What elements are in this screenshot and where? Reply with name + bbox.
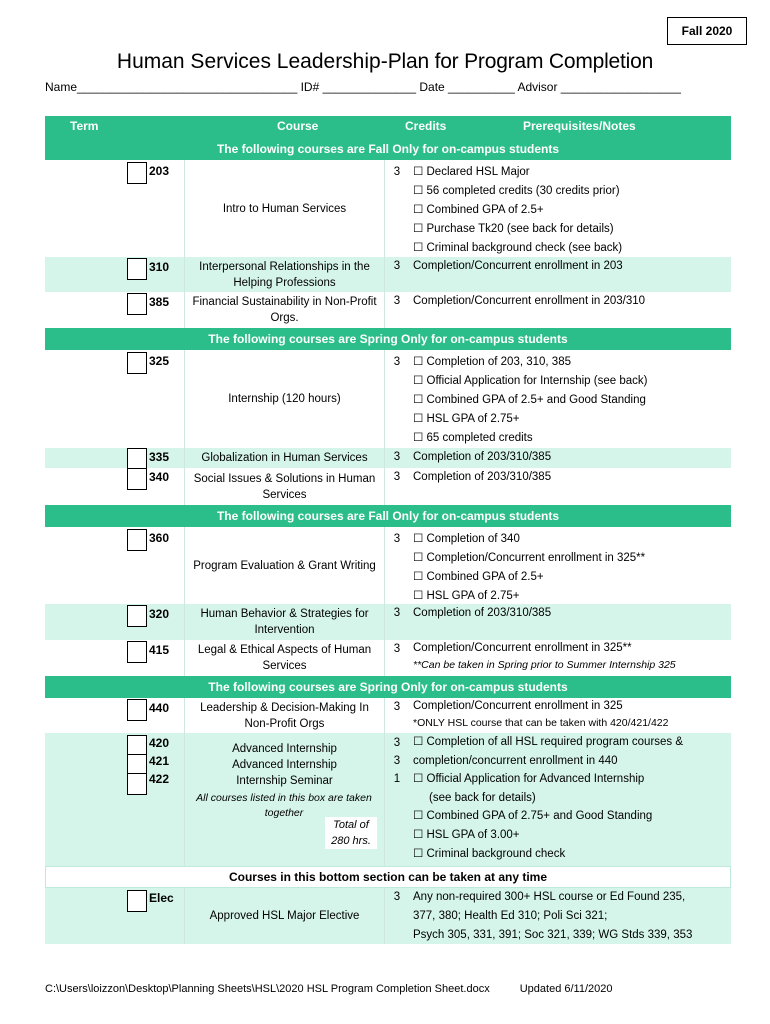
prereq-line: Any non-required 300+ HSL course or Ed Found 235, <box>413 891 686 903</box>
term-badge: Fall 2020 <box>667 17 747 45</box>
checkbox-335[interactable] <box>127 448 147 470</box>
course-note: All courses listed in this box are taken together <box>196 792 372 819</box>
checkbox-320[interactable] <box>127 605 147 627</box>
prereq-line: Psych 305, 331, 391; Soc 321, 339; WG Stds 339, 353 <box>413 929 693 941</box>
course-name: Financial Sustainability in Non-Profit Orgs. <box>185 292 385 328</box>
footer <box>45 983 612 995</box>
course-prereq <box>409 888 731 944</box>
checkbox-310[interactable] <box>127 258 147 280</box>
prereq-text: Completion/Concurrent enrollment in 325** <box>413 642 632 654</box>
course-name-line: Internship Seminar <box>236 775 333 787</box>
prereq-item[interactable]: ☐ Official Application for Internship (see back) <box>413 375 648 387</box>
course-name: Intro to Human Services <box>185 160 385 257</box>
course-prereq: Completion/Concurrent enrollment in 203 <box>413 260 623 272</box>
prereq-note: **Can be taken in Spring prior to Summer Internship 325 <box>413 659 676 671</box>
header-credits: Credits <box>405 119 447 133</box>
prereq-item[interactable]: ☐ Purchase Tk20 (see back for details) <box>413 223 614 235</box>
course-num: 421 <box>149 754 170 768</box>
prereq-item[interactable]: ☐ Criminal background check <box>413 847 566 860</box>
course-row-325 <box>45 350 731 448</box>
course-row-340 <box>45 468 731 505</box>
section-spring-1: The following courses are Spring Only for on-campus students <box>45 328 731 350</box>
prereq-item[interactable]: ☐ Combined GPA of 2.5+ <box>413 204 544 216</box>
prereq-item[interactable]: ☐ Completion of 203, 310, 385 <box>413 356 571 368</box>
course-num: 360 <box>149 531 170 545</box>
prereq-item[interactable]: ☐ Completion/Concurrent enrollment in 325** <box>413 552 646 564</box>
course-num: Elec <box>149 891 174 905</box>
course-credits: 3 <box>393 451 401 463</box>
total-hours-box: Total of 280 hrs. <box>325 817 377 849</box>
course-name: Internship (120 hours) <box>185 350 385 448</box>
course-num: 310 <box>149 260 170 274</box>
course-row-385 <box>45 292 731 328</box>
course-credits: 3 <box>393 533 401 545</box>
prereq-item[interactable]: ☐ Criminal background check (see back) <box>413 242 623 254</box>
course-row-elective <box>45 888 731 944</box>
title-main: Plan for Program Completion <box>387 50 654 73</box>
course-prereq <box>409 640 731 676</box>
prereq-item[interactable]: ☐ Completion of 340 <box>413 533 520 545</box>
course-prereq: Completion of 203/310/385 <box>413 451 552 463</box>
course-name <box>185 733 385 866</box>
header-course: Course <box>277 119 319 133</box>
section-anytime: Courses in this bottom section can be taken at any time <box>45 866 731 888</box>
header-prereq: Prerequisites/Notes <box>523 119 636 133</box>
course-prereq <box>409 733 731 866</box>
checkbox-385[interactable] <box>127 293 147 315</box>
course-credits <box>385 733 409 866</box>
course-name: Approved HSL Major Elective <box>185 888 385 944</box>
prereq-item[interactable]: ☐ HSL GPA of 3.00+ <box>413 828 520 841</box>
course-num: 415 <box>149 643 170 657</box>
prereq-item: completion/concurrent enrollment in 440 <box>413 754 618 767</box>
course-prereq: Completion of 203/310/385 <box>413 471 552 483</box>
course-prereq: Completion/Concurrent enrollment in 203/310 <box>413 295 646 307</box>
program-table <box>45 116 731 944</box>
credit-value: 3 <box>393 755 401 767</box>
course-row-203 <box>45 160 731 257</box>
course-row-320 <box>45 604 731 640</box>
checkbox-440[interactable] <box>127 699 147 721</box>
course-num: 203 <box>149 164 170 178</box>
checkbox-elec[interactable] <box>127 890 147 912</box>
course-name: Program Evaluation & Grant Writing <box>185 527 385 604</box>
table-header <box>45 116 731 138</box>
prereq-line: 377, 380; Health Ed 310; Poli Sci 321; <box>413 910 608 922</box>
prereq-item[interactable]: ☐ 65 completed credits <box>413 432 533 444</box>
course-credits: 3 <box>393 643 401 655</box>
course-credits: 3 <box>393 891 401 903</box>
section-fall-1: The following courses are Fall Only for on-campus students <box>45 138 731 160</box>
course-num: 440 <box>149 701 170 715</box>
course-name: Globalization in Human Services <box>185 448 385 468</box>
footer-updated: Updated 6/11/2020 <box>519 983 613 995</box>
checkbox-203[interactable] <box>127 162 147 184</box>
checkbox-340[interactable] <box>127 468 147 490</box>
title-prefix: Human Services Leadership- <box>116 50 388 73</box>
section-spring-2: The following courses are Spring Only for on-campus students <box>45 676 731 698</box>
prereq-note: *ONLY HSL course that can be taken with 420/421/422 <box>413 717 669 729</box>
footer-path: C:\Users\loizzon\Desktop\Planning Sheets\HSL\2020 HSL Program Completion Sheet.docx <box>45 983 490 995</box>
header-term: Term <box>70 119 99 133</box>
prereq-text: Completion/Concurrent enrollment in 325 <box>413 700 623 712</box>
checkbox-325[interactable] <box>127 352 147 374</box>
course-prereq <box>409 527 731 604</box>
prereq-item[interactable]: ☐ Combined GPA of 2.5+ <box>413 571 544 583</box>
section-fall-2: The following courses are Fall Only for on-campus students <box>45 505 731 527</box>
course-prereq <box>409 350 731 448</box>
course-num: 320 <box>149 607 170 621</box>
prereq-item[interactable]: ☐ 56 completed credits (30 credits prior) <box>413 185 620 197</box>
course-row-415 <box>45 640 731 676</box>
course-name: Legal & Ethical Aspects of Human Services <box>185 640 385 676</box>
course-name: Interpersonal Relationships in the Helping Professions <box>185 257 385 292</box>
prereq-item[interactable]: ☐ Combined GPA of 2.75+ and Good Standing <box>413 810 653 823</box>
prereq-item[interactable]: ☐ Official Application for Advanced Internship <box>413 773 645 786</box>
course-prereq: Completion of 203/310/385 <box>413 607 552 619</box>
checkbox-422[interactable] <box>127 773 147 795</box>
course-credits: 3 <box>393 607 401 619</box>
course-row-310 <box>45 257 731 292</box>
course-row-advanced-internship <box>45 733 731 866</box>
course-credits: 3 <box>393 166 401 178</box>
prereq-item[interactable]: ☐ Declared HSL Major <box>413 166 530 178</box>
course-num: 325 <box>149 354 170 368</box>
prereq-item: (see back for details) <box>429 791 536 804</box>
course-name-line: Advanced Internship <box>232 759 337 771</box>
course-credits: 3 <box>393 471 401 483</box>
course-row-360 <box>45 527 731 604</box>
page-title <box>0 50 770 74</box>
course-num: 420 <box>149 736 170 750</box>
course-name-line: Advanced Internship <box>232 743 337 755</box>
checkbox-360[interactable] <box>127 529 147 551</box>
course-num: 340 <box>149 470 170 484</box>
prereq-item[interactable]: ☐ Combined GPA of 2.5+ and Good Standing <box>413 394 646 406</box>
course-credits: 3 <box>393 356 401 368</box>
course-credits: 3 <box>393 260 401 272</box>
course-prereq <box>409 160 731 257</box>
course-name: Social Issues & Solutions in Human Services <box>185 468 385 505</box>
prereq-item[interactable]: ☐ HSL GPA of 2.75+ <box>413 413 520 425</box>
course-name: Human Behavior & Strategies for Intervention <box>185 604 385 640</box>
student-info-line[interactable]: Name_________________________________ ID# ______________ Date __________ Advisor __________________ <box>45 80 681 94</box>
prereq-item[interactable]: ☐ Completion of all HSL required program courses & <box>413 736 684 748</box>
checkbox-415[interactable] <box>127 641 147 663</box>
prereq-item[interactable]: ☐ HSL GPA of 2.75+ <box>413 590 520 602</box>
course-credits: 3 <box>393 701 401 713</box>
course-num: 422 <box>149 772 170 786</box>
course-num: 335 <box>149 450 170 464</box>
credit-value: 1 <box>393 773 401 785</box>
credit-value: 3 <box>393 737 401 749</box>
course-row-335 <box>45 448 731 468</box>
course-num: 385 <box>149 295 170 309</box>
course-prereq <box>409 698 731 733</box>
course-credits: 3 <box>393 295 401 307</box>
course-name: Leadership & Decision-Making In Non-Profit Orgs <box>185 698 385 733</box>
course-row-440 <box>45 698 731 733</box>
